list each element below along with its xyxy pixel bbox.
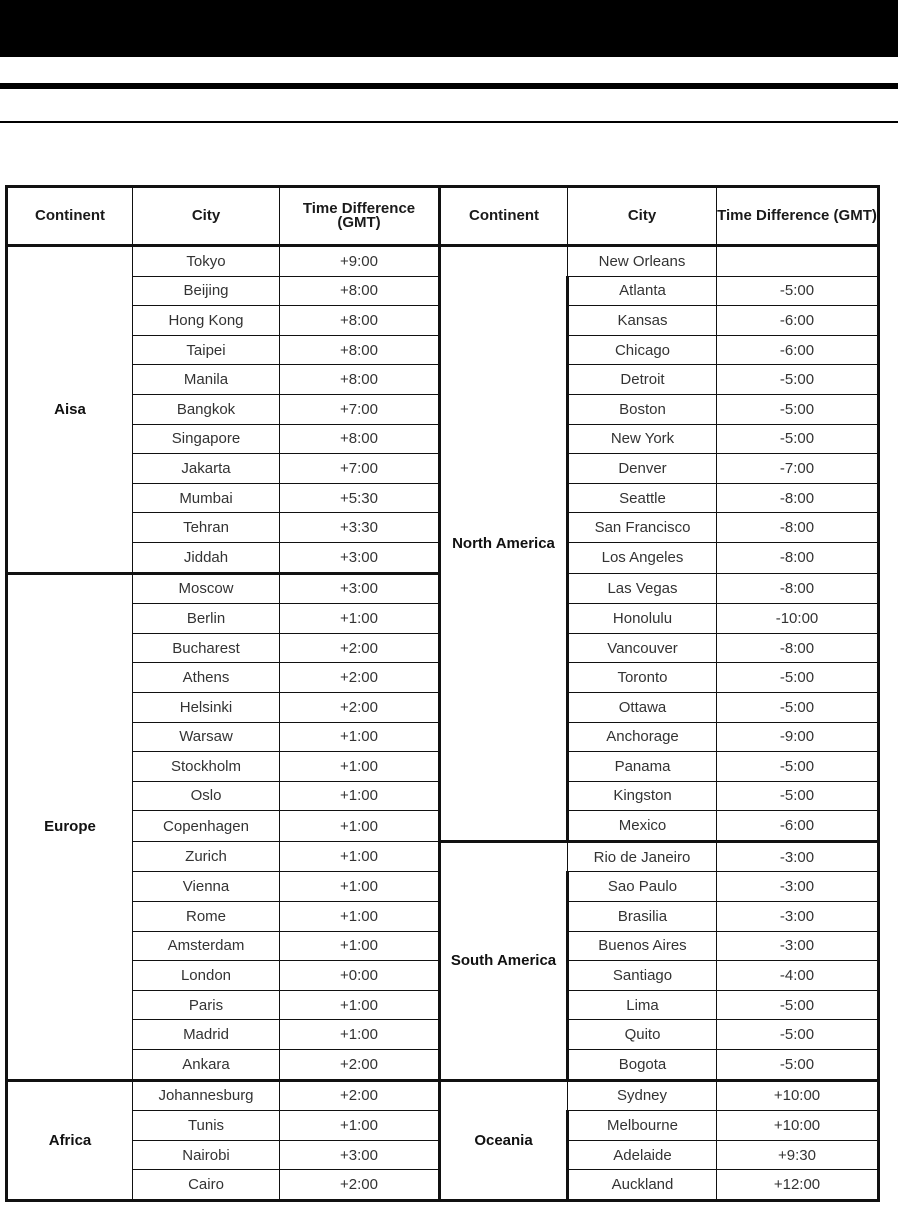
time-diff-cell: +8:00 [280, 276, 440, 306]
time-diff-cell: +9:00 [280, 246, 440, 277]
city-cell: Zurich [133, 841, 280, 872]
time-diff-cell: +8:00 [280, 306, 440, 336]
time-diff-cell: +7:00 [280, 394, 440, 424]
city-cell: Warsaw [133, 722, 280, 752]
city-cell: Athens [133, 663, 280, 693]
time-diff-cell: +1:00 [280, 781, 440, 811]
time-diff-cell: +1:00 [280, 604, 440, 634]
time-diff-cell: -4:00 [717, 961, 879, 991]
time-diff-cell: -3:00 [717, 841, 879, 872]
city-cell: London [133, 961, 280, 991]
city-cell: Brasilia [568, 902, 717, 932]
city-cell: San Francisco [568, 513, 717, 543]
time-diff-cell: +8:00 [280, 365, 440, 395]
time-diff-cell: -5:00 [717, 990, 879, 1020]
time-diff-cell: +2:00 [280, 692, 440, 722]
city-cell: Tehran [133, 513, 280, 543]
time-diff-cell: -6:00 [717, 811, 879, 842]
city-cell: Denver [568, 454, 717, 484]
continent-cell: Aisa [7, 246, 133, 574]
city-cell: Atlanta [568, 276, 717, 306]
time-diff-cell: -5:00 [717, 781, 879, 811]
time-diff-cell: +5:30 [280, 483, 440, 513]
city-cell: Seattle [568, 483, 717, 513]
time-diff-cell: -6:00 [717, 335, 879, 365]
header-bar [0, 0, 898, 57]
time-diff-cell: -8:00 [717, 542, 879, 573]
city-cell: Santiago [568, 961, 717, 991]
time-diff-cell: +8:00 [280, 424, 440, 454]
divider-thin [0, 121, 898, 123]
city-cell: Boston [568, 394, 717, 424]
city-cell: Anchorage [568, 722, 717, 752]
city-cell: Honolulu [568, 604, 717, 634]
city-cell: Singapore [133, 424, 280, 454]
continent-cell: Oceania [440, 1080, 568, 1200]
header-time-diff: Time Difference (GMT) [717, 187, 879, 246]
city-cell: Bogota [568, 1050, 717, 1081]
city-cell: Rio de Janeiro [568, 841, 717, 872]
city-cell: Lima [568, 990, 717, 1020]
time-diff-cell: +3:00 [280, 1140, 440, 1170]
city-cell: Bucharest [133, 633, 280, 663]
city-cell: Paris [133, 990, 280, 1020]
time-diff-cell: +2:00 [280, 1170, 440, 1201]
city-cell: Auckland [568, 1170, 717, 1201]
city-cell: Detroit [568, 365, 717, 395]
table-row [7, 1080, 879, 1111]
city-cell: Bangkok [133, 394, 280, 424]
time-diff-cell: +7:00 [280, 454, 440, 484]
time-diff-cell: +1:00 [280, 990, 440, 1020]
city-cell: Taipei [133, 335, 280, 365]
time-diff-cell: -3:00 [717, 931, 879, 961]
city-cell: Melbourne [568, 1111, 717, 1141]
time-diff-cell: -6:00 [717, 306, 879, 336]
city-cell: Vienna [133, 872, 280, 902]
city-cell: Helsinki [133, 692, 280, 722]
city-cell: Chicago [568, 335, 717, 365]
city-cell: Beijing [133, 276, 280, 306]
city-cell: Oslo [133, 781, 280, 811]
city-cell: Panama [568, 752, 717, 782]
city-cell: New York [568, 424, 717, 454]
divider-thick [0, 83, 898, 89]
table-row [7, 841, 879, 872]
city-cell: Berlin [133, 604, 280, 634]
city-cell: Tunis [133, 1111, 280, 1141]
time-diff-cell: -5:00 [717, 663, 879, 693]
header-city: City [133, 187, 280, 246]
time-diff-cell: -5:00 [717, 1020, 879, 1050]
time-diff-cell: +1:00 [280, 841, 440, 872]
header-row [7, 187, 879, 246]
city-cell: Mexico [568, 811, 717, 842]
city-cell: Ottawa [568, 692, 717, 722]
time-diff-cell: +0:00 [280, 961, 440, 991]
world-time-table [5, 185, 880, 1202]
city-cell: Copenhagen [133, 811, 280, 842]
time-diff-cell: -5:00 [717, 365, 879, 395]
city-cell: Amsterdam [133, 931, 280, 961]
time-diff-cell: -8:00 [717, 573, 879, 604]
time-diff-cell: -3:00 [717, 902, 879, 932]
continent-cell: Europe [7, 573, 133, 1080]
time-diff-cell: +3:30 [280, 513, 440, 543]
time-diff-cell: +8:00 [280, 335, 440, 365]
city-cell: Tokyo [133, 246, 280, 277]
time-diff-cell: +1:00 [280, 752, 440, 782]
header-continent: Continent [440, 187, 568, 246]
time-diff-cell: -8:00 [717, 483, 879, 513]
time-diff-cell: -5:00 [717, 1050, 879, 1081]
time-diff-cell: +1:00 [280, 811, 440, 842]
city-cell: Mumbai [133, 483, 280, 513]
time-diff-cell: +1:00 [280, 872, 440, 902]
header-continent: Continent [7, 187, 133, 246]
time-diff-cell: -5:00 [717, 394, 879, 424]
city-cell: Nairobi [133, 1140, 280, 1170]
city-cell: Las Vegas [568, 573, 717, 604]
time-diff-cell: -3:00 [717, 872, 879, 902]
city-cell: New Orleans [568, 246, 717, 277]
time-diff-cell: -7:00 [717, 454, 879, 484]
city-cell: Los Angeles [568, 542, 717, 573]
city-cell: Quito [568, 1020, 717, 1050]
time-diff-cell: +1:00 [280, 1111, 440, 1141]
time-diff-cell: -9:00 [717, 722, 879, 752]
city-cell: Ankara [133, 1050, 280, 1081]
city-cell: Johannesburg [133, 1080, 280, 1111]
time-diff-cell: +2:00 [280, 663, 440, 693]
time-diff-cell: +1:00 [280, 931, 440, 961]
time-diff-cell: +1:00 [280, 1020, 440, 1050]
time-diff-cell: -5:00 [717, 692, 879, 722]
time-diff-cell: +3:00 [280, 542, 440, 573]
continent-cell: South America [440, 841, 568, 1080]
city-cell: Stockholm [133, 752, 280, 782]
time-diff-cell: -5:00 [717, 424, 879, 454]
city-cell: Manila [133, 365, 280, 395]
time-diff-cell: +1:00 [280, 902, 440, 932]
time-diff-cell: +2:00 [280, 1080, 440, 1111]
city-cell: Kingston [568, 781, 717, 811]
time-diff-cell: -5:00 [717, 276, 879, 306]
city-cell: Sao Paulo [568, 872, 717, 902]
time-diff-cell: +2:00 [280, 1050, 440, 1081]
city-cell: Moscow [133, 573, 280, 604]
time-diff-cell: +1:00 [280, 722, 440, 752]
header-time-diff: Time Difference (GMT) [280, 187, 440, 246]
continent-cell: Africa [7, 1080, 133, 1200]
time-diff-cell: +10:00 [717, 1111, 879, 1141]
city-cell: Jiddah [133, 542, 280, 573]
city-cell: Rome [133, 902, 280, 932]
city-cell: Jakarta [133, 454, 280, 484]
header-city: City [568, 187, 717, 246]
city-cell: Cairo [133, 1170, 280, 1201]
time-diff-cell: +12:00 [717, 1170, 879, 1201]
time-diff-cell: -8:00 [717, 633, 879, 663]
time-diff-cell: -8:00 [717, 513, 879, 543]
time-diff-cell [717, 246, 879, 277]
table-row [7, 246, 879, 277]
time-diff-cell: -5:00 [717, 752, 879, 782]
continent-cell: North America [440, 246, 568, 842]
city-cell: Toronto [568, 663, 717, 693]
city-cell: Buenos Aires [568, 931, 717, 961]
time-diff-cell: +9:30 [717, 1140, 879, 1170]
city-cell: Madrid [133, 1020, 280, 1050]
city-cell: Hong Kong [133, 306, 280, 336]
time-diff-cell: +10:00 [717, 1080, 879, 1111]
time-diff-cell: +2:00 [280, 633, 440, 663]
city-cell: Sydney [568, 1080, 717, 1111]
city-cell: Adelaide [568, 1140, 717, 1170]
city-cell: Kansas [568, 306, 717, 336]
time-diff-cell: -10:00 [717, 604, 879, 634]
city-cell: Vancouver [568, 633, 717, 663]
time-diff-cell: +3:00 [280, 573, 440, 604]
